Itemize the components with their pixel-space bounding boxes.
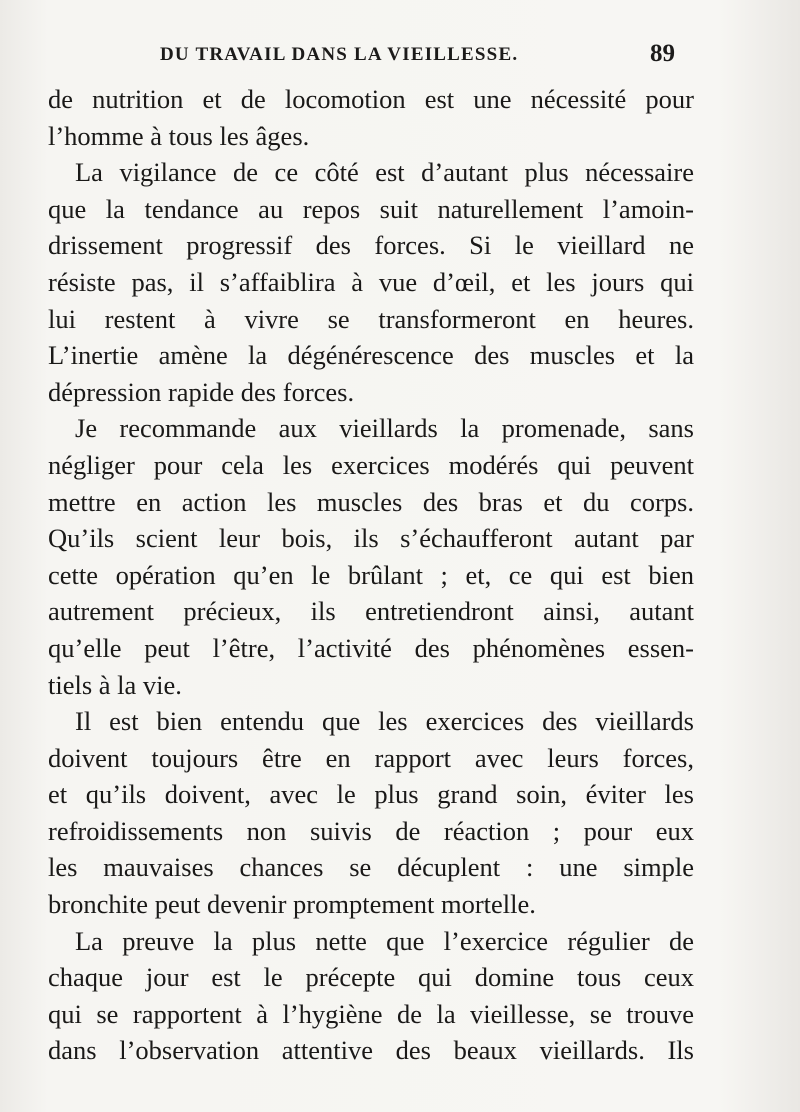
text-line: bronchite peut devenir promptement mortelle.	[48, 889, 536, 920]
text-line: dans l’observation attentive des beaux vieillards. Ils	[48, 1035, 694, 1066]
text-line: L’inertie amène la dégénérescence des muscles et la	[48, 340, 694, 371]
text-line: drissement progressif des forces. Si le vieillard ne	[48, 230, 694, 261]
page-number: 89	[650, 40, 675, 67]
text-line: négliger pour cela les exercices modérés qui peuvent	[48, 449, 694, 480]
text-line: que la tendance au repos suit naturellement l’amoin-	[48, 193, 694, 224]
text-line: dépression rapide des forces.	[48, 376, 355, 407]
text-line: Je recommande aux vieillards la promenade, sans	[75, 413, 694, 444]
text-line: lui restent à vivre se transformeront en heures.	[48, 303, 694, 334]
text-line: refroidissements non suivis de réaction ; pour eux	[48, 815, 694, 846]
text-line: l’homme à tous les âges.	[48, 120, 310, 151]
text-line: tiels à la vie.	[48, 669, 182, 700]
running-title: DU TRAVAIL DANS LA VIEILLESSE.	[160, 44, 519, 65]
text-line: La vigilance de ce côté est d’autant plus nécessaire	[75, 157, 694, 188]
text-line: de nutrition et de locomotion est une nécessité pour	[48, 84, 694, 114]
text-line: résiste pas, il s’affaiblira à vue d’œil, et les jours qui	[48, 266, 694, 297]
text-line: et qu’ils doivent, avec le plus grand soin, éviter les	[48, 779, 694, 810]
text-line: cette opération qu’en le brûlant ; et, ce qui est bien	[48, 559, 694, 590]
text-line: mettre en action les muscles des bras et du corps.	[48, 486, 694, 517]
text-line: qui se rapportent à l’hygiène de la vieillesse, se trouve	[48, 998, 694, 1029]
text-line: doivent toujours être en rapport avec leurs forces,	[48, 742, 694, 773]
text-line: La preuve la plus nette que l’exercice régulier de	[75, 925, 694, 956]
text-line: qu’elle peut l’être, l’activité des phénomènes essen-	[48, 632, 694, 663]
text-line: les mauvaises chances se décuplent : une simple	[48, 852, 694, 883]
text-line: Qu’ils scient leur bois, ils s’échaufferont autant par	[48, 523, 694, 554]
body-text	[48, 81, 694, 1069]
text-line: Il est bien entendu que les exercices des vieillards	[75, 706, 694, 737]
text-line: chaque jour est le précepte qui domine tous ceux	[48, 962, 694, 993]
text-line: autrement précieux, ils entretiendront ainsi, autant	[48, 596, 694, 627]
